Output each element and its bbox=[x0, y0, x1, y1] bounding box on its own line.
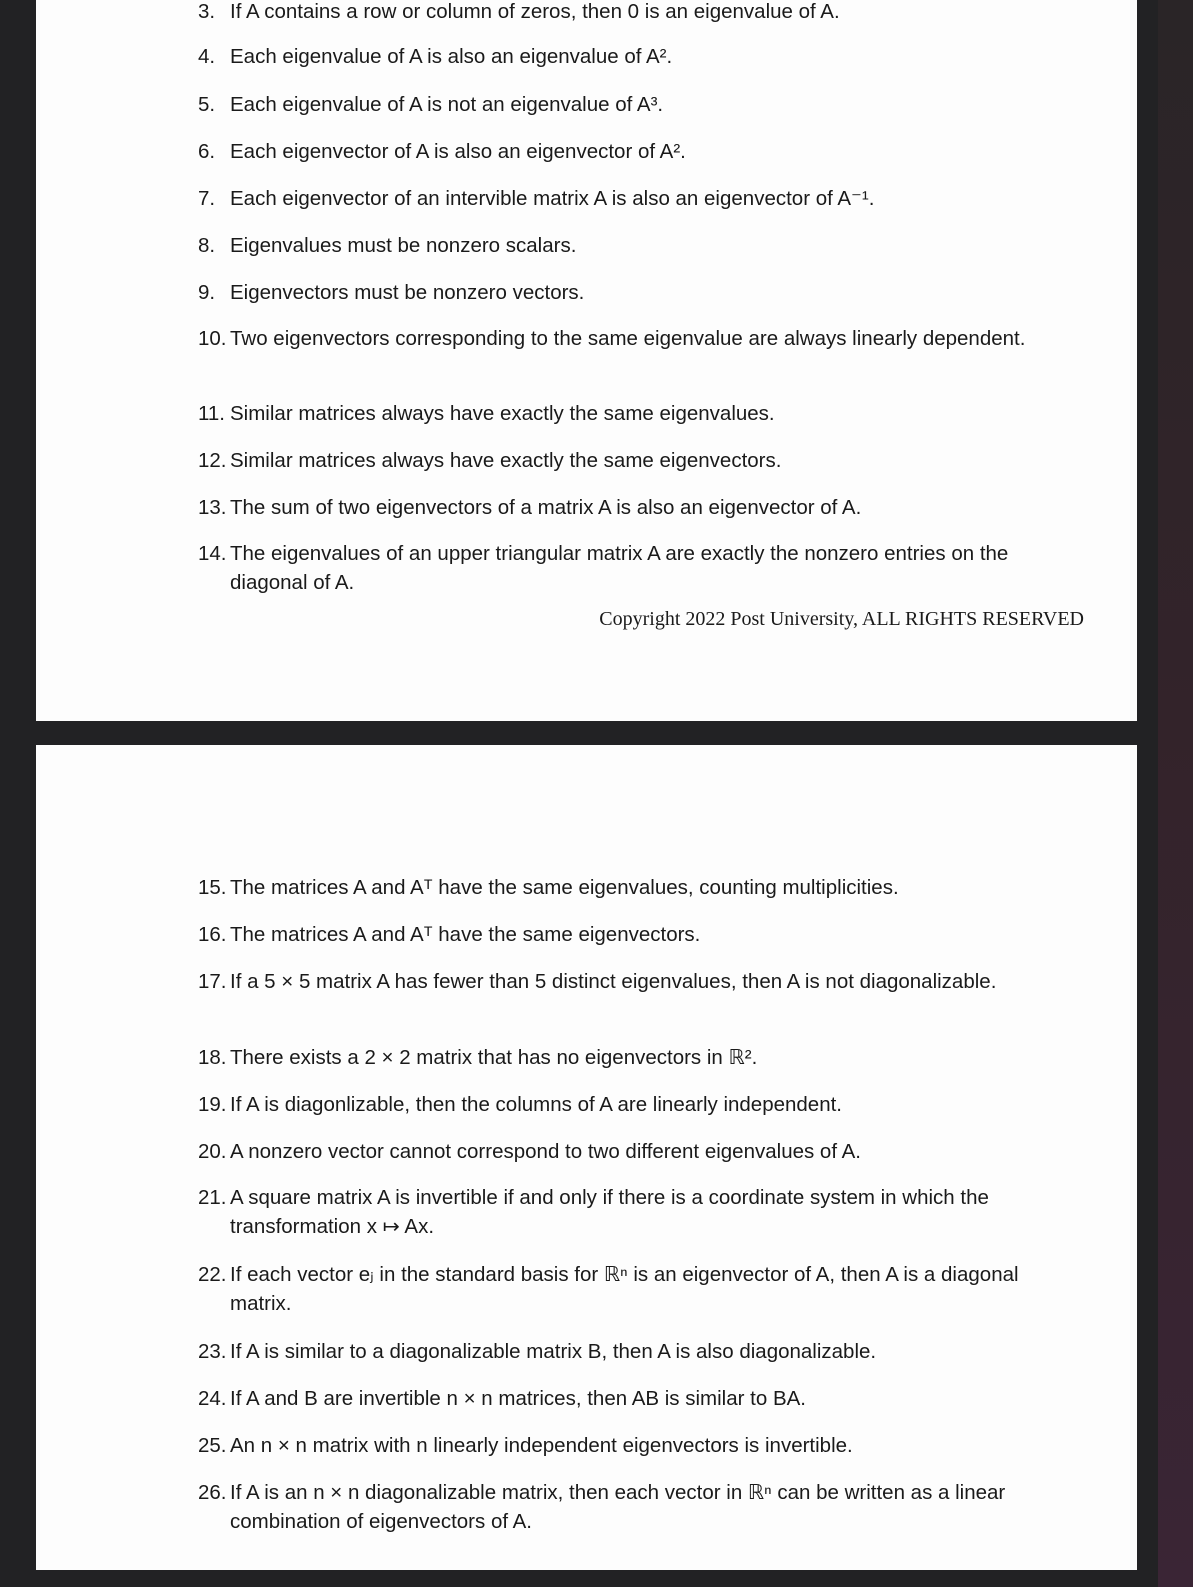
item-text: If A is an n × n diagonalizable matrix, then each vector in ℝⁿ can be written as a linear combination of eigenvectors of A. bbox=[230, 1481, 1006, 1533]
item-number: 11. bbox=[198, 402, 225, 425]
item-number: 8. bbox=[198, 234, 216, 257]
list-item bbox=[198, 446, 1078, 475]
item-number: 16. bbox=[198, 923, 227, 946]
list-item bbox=[198, 1183, 1078, 1241]
item-text: Two eigenvectors corresponding to the same eigenvalue are always linearly dependent. bbox=[230, 327, 1026, 350]
item-text: If each vector eⱼ in the standard basis for ℝⁿ is an eigenvector of A, then A is a diagonal matrix. bbox=[230, 1263, 1019, 1315]
list-item bbox=[198, 278, 1078, 307]
item-text: Similar matrices always have exactly the same eigenvalues. bbox=[230, 402, 775, 425]
list-item bbox=[198, 399, 1078, 428]
item-text: A nonzero vector cannot correspond to two different eigenvalues of A. bbox=[230, 1140, 861, 1163]
list-item bbox=[198, 493, 1078, 522]
list-item bbox=[198, 1090, 1078, 1119]
item-text: Similar matrices always have exactly the same eigenvectors. bbox=[230, 449, 782, 472]
item-text: If A contains a row or column of zeros, then 0 is an eigenvalue of A. bbox=[230, 0, 840, 23]
item-number: 18. bbox=[198, 1046, 227, 1069]
item-text: If A is similar to a diagonalizable matrix B, then A is also diagonalizable. bbox=[230, 1340, 877, 1363]
item-number: 6. bbox=[198, 140, 216, 163]
item-text: If a 5 × 5 matrix A has fewer than 5 distinct eigenvalues, then A is not diagonalizable. bbox=[230, 970, 997, 993]
item-text: Eigenvectors must be nonzero vectors. bbox=[230, 281, 585, 304]
list-item bbox=[198, 184, 1078, 213]
item-number: 9. bbox=[198, 281, 216, 304]
list-item bbox=[198, 1137, 1078, 1166]
item-number: 20. bbox=[198, 1140, 227, 1163]
right-edge-background bbox=[1158, 0, 1193, 1587]
list-item bbox=[198, 1431, 1078, 1460]
item-text: If A is diagonlizable, then the columns of A are linearly independent. bbox=[230, 1093, 842, 1116]
list-item bbox=[198, 42, 1078, 71]
list-item bbox=[198, 1043, 1078, 1072]
item-text: A square matrix A is invertible if and only if there is a coordinate system in which the transformation x ↦ Ax. bbox=[230, 1186, 989, 1238]
item-number: 3. bbox=[198, 0, 216, 23]
item-number: 14. bbox=[198, 542, 227, 565]
list-item bbox=[198, 0, 1078, 26]
list-item bbox=[198, 324, 1078, 353]
item-number: 15. bbox=[198, 876, 227, 899]
list-item bbox=[198, 137, 1078, 166]
item-number: 22. bbox=[198, 1263, 227, 1286]
item-text: The matrices A and Aᵀ have the same eigenvectors. bbox=[230, 923, 701, 946]
list-item bbox=[198, 1478, 1078, 1536]
item-number: 5. bbox=[198, 93, 216, 116]
item-text: If A and B are invertible n × n matrices, then AB is similar to BA. bbox=[230, 1387, 806, 1410]
list-item bbox=[198, 1337, 1078, 1366]
list-item bbox=[198, 1260, 1078, 1318]
item-number: 13. bbox=[198, 496, 227, 519]
item-text: Each eigenvalue of A is not an eigenvalue of A³. bbox=[230, 93, 664, 116]
item-text: The sum of two eigenvectors of a matrix A is also an eigenvector of A. bbox=[230, 496, 862, 519]
item-text: An n × n matrix with n linearly independent eigenvectors is invertible. bbox=[230, 1434, 853, 1457]
list-item bbox=[198, 539, 1078, 597]
list-item bbox=[198, 967, 1078, 996]
copyright-notice: Copyright 2022 Post University, ALL RIGHTS RESERVED bbox=[599, 608, 1084, 630]
list-item bbox=[198, 231, 1078, 260]
item-text: Each eigenvalue of A is also an eigenvalue of A². bbox=[230, 45, 673, 68]
document-page-1 bbox=[36, 0, 1137, 721]
item-text: The matrices A and Aᵀ have the same eigenvalues, counting multiplicities. bbox=[230, 876, 899, 899]
item-text: Each eigenvector of an intervible matrix A is also an eigenvector of A⁻¹. bbox=[230, 187, 875, 210]
item-number: 25. bbox=[198, 1434, 227, 1457]
item-number: 4. bbox=[198, 45, 216, 68]
item-number: 17. bbox=[198, 970, 227, 993]
item-number: 26. bbox=[198, 1481, 227, 1504]
list-item bbox=[198, 90, 1078, 119]
item-number: 19. bbox=[198, 1093, 227, 1116]
item-number: 24. bbox=[198, 1387, 227, 1410]
item-number: 12. bbox=[198, 449, 227, 472]
item-text: There exists a 2 × 2 matrix that has no eigenvectors in ℝ². bbox=[230, 1046, 758, 1069]
item-number: 21. bbox=[198, 1186, 227, 1209]
item-text: Eigenvalues must be nonzero scalars. bbox=[230, 234, 577, 257]
item-number: 10. bbox=[198, 327, 227, 350]
item-text: The eigenvalues of an upper triangular matrix A are exactly the nonzero entries on the diagonal of A. bbox=[230, 542, 1009, 594]
item-number: 7. bbox=[198, 187, 216, 210]
item-number: 23. bbox=[198, 1340, 227, 1363]
list-item bbox=[198, 873, 1078, 902]
list-item bbox=[198, 1384, 1078, 1413]
document-page-2 bbox=[36, 745, 1137, 1570]
list-item bbox=[198, 920, 1078, 949]
item-text: Each eigenvector of A is also an eigenvector of A². bbox=[230, 140, 686, 163]
